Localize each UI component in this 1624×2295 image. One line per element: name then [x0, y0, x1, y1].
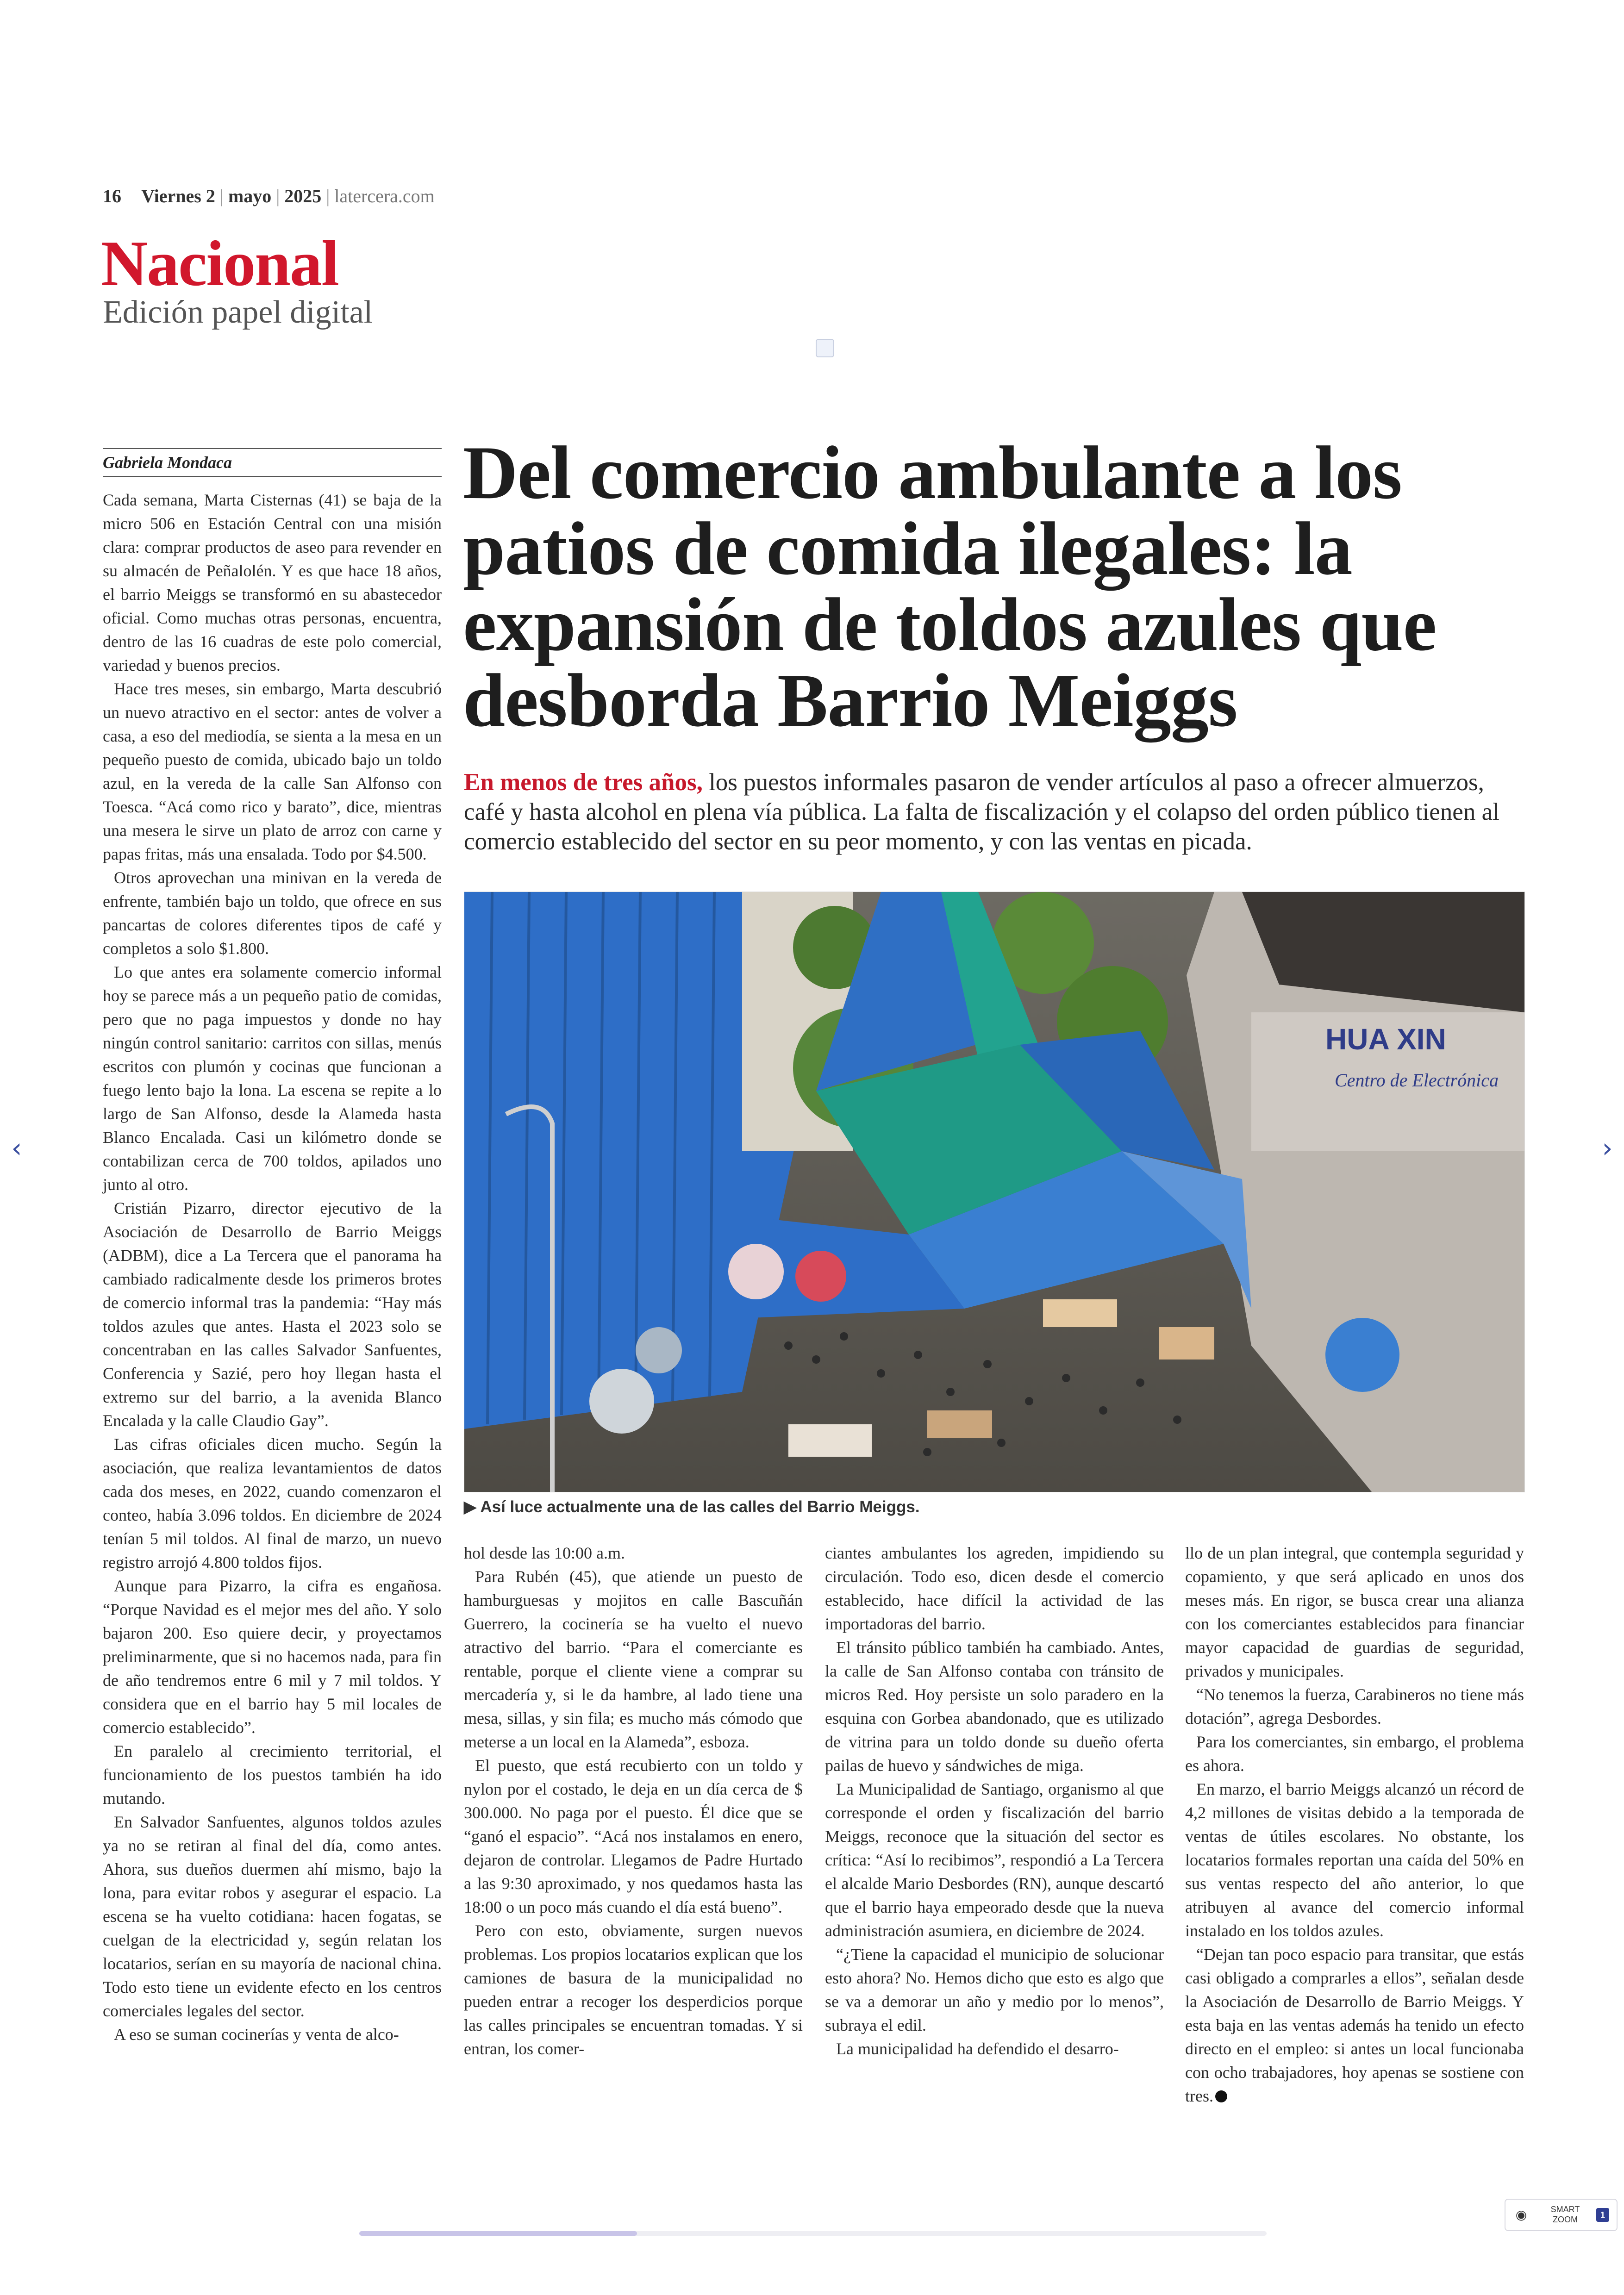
paragraph: Hace tres meses, sin embargo, Marta descubrió un nuevo atractivo en el sector: antes de volver a casa, a eso del mediodía, se sienta a la mesa en un pequeño puesto de comida, ubicado bajo un toldo azul, en la vereda de la calle San Alfonso con Toesca. “Acá como rico y barato”, dice, mientras una mesera le sirve un plato de arroz con carne y papas fritas, más una ensalada. Todo por $4.500. [103, 680, 442, 863]
folio-year: 2025 [284, 186, 322, 206]
folio-site: latercera.com [334, 186, 435, 206]
eye-icon: ◉ [1515, 2207, 1527, 2222]
paragraph: El tránsito público también ha cambiado. Antes, la calle de San Alfonso contaba con tránsito de micros Red. Hoy persiste un solo paradero en la esquina con Gorbea abandonado, que es utilizado de vitrina para un toldo donde su dueño oferta pailas de huevo y sándwiches de miga. [825, 1638, 1164, 1775]
paragraph: Las cifras oficiales dicen mucho. Según la asociación, que realiza levantamientos de datos cada dos meses, en 2022, cuando comenzaron el conteo, había 3.096 toldos. En diciembre de 2024 tenían 5 mil toldos. Al final de marzo, un nuevo registro arrojó 4.800 toldos fijos. [103, 1435, 442, 1572]
folio-day: Viernes 2 [141, 186, 215, 206]
paragraph: Para los comerciantes, sin embargo, el problema es ahora. [1185, 1733, 1524, 1775]
scrollbar-thumb[interactable] [359, 2231, 637, 2236]
paragraph: La municipalidad ha defendido el desarro- [836, 2039, 1119, 2058]
paragraph: ciantes ambulantes los agreden, impidiendo su circulación. Todo eso, dicen desde el comercio establecido, hace difícil la actividad de las importadoras del barrio. [825, 1544, 1164, 1633]
street-scene-illustration [464, 892, 1524, 1492]
section-subtitle: Edición papel digital [103, 294, 373, 330]
chevron-left-icon[interactable]: ‹ [11, 1132, 22, 1164]
paragraph: Cada semana, Marta Cisternas (41) se baja de la micro 506 en Estación Central con una misión clara: comprar productos de aseo para revender en su almacén de Peñalolén. Y es que hace 18 años, el barrio Meiggs se transformó en su abastecedor oficial. Como muchas otras personas, encuentra, dentro de las 16 cuadras de este polo comercial, variedad y buenos precios. [103, 491, 442, 674]
page-marker-icon [816, 339, 834, 357]
article-column-2 [825, 1541, 1164, 2061]
end-mark-icon [1215, 2090, 1227, 2102]
page-number: 16 [103, 186, 121, 206]
paragraph: La Municipalidad de Santiago, organismo al que corresponde el orden y fiscalización del barrio Meiggs, reconoce que la situación del sector es crítica: “Así lo recibimos”, respondió a La Tercera el alcalde Mario Desbordes (RN), aunque descartó que el barrio haya empeorado desde que la nueva administración asumiera, en diciembre de 2024. [825, 1780, 1164, 1940]
paragraph: hol desde las 10:00 a.m. [464, 1544, 625, 1562]
umbrella [1325, 1318, 1399, 1392]
folio-divider: | [276, 186, 280, 206]
paragraph: Lo que antes era solamente comercio informal hoy se parece más a un pequeño patio de comidas, pero que no paga impuestos y donde no hay ningún control sanitario: carritos con sillas, menús escritos con plumón y cocinas que funcionan a fuego lento bajo la lona. La escena se repite a lo largo de San Alfonso, desde la Alameda hasta Blanco Encalada. Casi un kilómetro donde se contabilizan cerca de 700 toldos, apilados uno junto al otro. [103, 963, 442, 1194]
byline: Gabriela Mondaca [103, 453, 232, 472]
folio-divider: | [326, 186, 330, 206]
chevron-right-icon[interactable]: › [1602, 1132, 1613, 1164]
store-sign-name: HUA XIN [1325, 1023, 1446, 1056]
folio-line [103, 185, 435, 207]
photo-caption: ▶ Así luce actualmente una de las calles del Barrio Meiggs. [464, 1498, 920, 1516]
umbrella [636, 1327, 682, 1373]
smart-zoom-button[interactable] [1505, 2199, 1618, 2231]
umbrella [728, 1244, 784, 1299]
deck-lead: En menos de tres años, [464, 769, 703, 796]
paragraph-text: “Dejan tan poco espacio para transitar, que estás casi obligado a comprarles a ellos”, señalan desde la Asociación de Desarrollo de Barrio Meiggs. Y esta baja en las ventas además ha tenido un efecto directo en el empleo: si antes un local funcionaba con ocho trabajadores, hoy apenas se sostiene con tres. [1185, 1945, 1524, 2105]
umbrella [795, 1251, 846, 1302]
store-sign-subtitle: Centro de Electrónica [1335, 1070, 1499, 1091]
article-column-left [103, 488, 442, 2046]
paragraph: llo de un plan integral, que contempla seguridad y copamiento, y que será aplicado en unos dos meses más. En rigor, se busca crear una alianza con los comerciantes establecidos para financiar mayor capacidad de guardias de seguridad, privados y municipales. [1185, 1544, 1524, 1680]
paragraph: Aunque para Pizarro, la cifra es engañosa. “Porque Navidad es el mejor mes del año. Y solo bajaron 200. Eso quiere decir, y proyectamos preliminarmente, que si no hacemos nada, para fin de año tendremos entre 6 mil y 7 mil toldos. Y considera que en el barrio hay 5 mil locales de comercio establecido”. [103, 1577, 442, 1737]
article-column-1 [464, 1541, 803, 2061]
deck-text: los puestos informales pasaron de vender artículos al paso a ofrecer almuerzos, café y hasta alcohol en plena vía pública. La falta de fiscalización y el colapso del orden público tienen al comercio establecido del sector en su peor momento, y con las ventas en picada. [464, 769, 1499, 855]
paragraph: En marzo, el barrio Meiggs alcanzó un récord de 4,2 millones de visitas debido a la temporada de ventas de útiles escolares. No obstante, los locatarios formales reportan una caída del 50% en sus ventas respecto del año anterior, lo que atribuyen al avance del comercio informal instalado en los toldos azules. [1185, 1780, 1524, 1940]
paragraph-last [1185, 1943, 1524, 2108]
paragraph: Para Rubén (45), que atiende un puesto de hamburguesas y mojitos en calle Bascuñán Guerrero, la cocinería se ha vuelto el nuevo atractivo del barrio. “Para el comerciante es rentable, porque el cliente viene a comprar su mercadería y, si le da hambre, al lado tiene una mesa, sillas, y sin fila; es mucho más cómodo que meterse a un local en la Alameda”, esboza. [464, 1567, 803, 1751]
headline: Del comercio ambulante a los patios de comida ilegales: la expansión de toldos azules que desborda Barrio Meiggs [463, 431, 1437, 742]
paragraph: En paralelo al crecimiento territorial, el funcionamiento de los puestos también ha ido mutando. [103, 1742, 442, 1808]
article-column-3 [1185, 1541, 1524, 2108]
paragraph: Otros aprovechan una minivan en la vereda de enfrente, también bajo un toldo, que ofrece en sus pancartas de colores diferentes tipos de café y completos a solo $1.800. [103, 868, 442, 958]
paragraph: El puesto, que está recubierto con un toldo y nylon por el costado, le deja en un día cerca de $ 300.000. No paga por el puesto. Él dice que se “ganó el espacio”. “Acá nos instalamos en enero, dejaron de controlar. Llegamos de Padre Hurtado a las 9:30 aproximado, y nos quedamos hasta las 18:00 o un poco más cuando el día está bueno”. [464, 1756, 803, 1916]
umbrella [589, 1369, 654, 1434]
paragraph: A eso se suman cocinerías y venta de alco- [114, 2025, 399, 2044]
folio-divider: | [219, 186, 224, 206]
byline-rule [103, 448, 442, 449]
smart-zoom-label: SMART ZOOM [1550, 2205, 1580, 2224]
paragraph: “No tenemos la fuerza, Carabineros no tiene más dotación”, agrega Desbordes. [1185, 1685, 1524, 1727]
section-title: Nacional [101, 228, 338, 299]
page-badge: 1 [1596, 2208, 1609, 2222]
byline-rule [103, 476, 442, 477]
paragraph: En Salvador Sanfuentes, algunos toldos azules ya no se retiran al final del día, como antes. Ahora, sus dueños duermen ahí mismo, bajo la lona, para evitar robos y asegurar el espacio. La escena se ha vuelto cotidiana: hacen fogatas, se cuelgan de la electricidad y, según relatan los locatarios, serían en su mayoría de nacional china. Todo esto tiene un evidente efecto en los centros comerciales legales del sector. [103, 1813, 442, 2020]
folio-month: mayo [228, 186, 272, 206]
paragraph: “¿Tiene la capacidad el municipio de solucionar esto ahora? No. Hemos dicho que esto es algo que se va a demorar un año y medio por lo menos”, subraya el edil. [825, 1945, 1164, 2034]
deck [464, 767, 1529, 856]
article-photo [464, 892, 1525, 1492]
paragraph: Pero con esto, obviamente, surgen nuevos problemas. Los propios locatarios explican que los camiones de basura de la municipalidad no pueden entrar a recoger los desperdicios porque las calles principales se encuentran tomadas. Y si entran, los comer- [464, 1921, 803, 2058]
paragraph: Cristián Pizarro, director ejecutivo de la Asociación de Desarrollo de Barrio Meiggs (ADBM), dice a La Tercera que el panorama ha cambiado radicalmente desde los primeros brotes de comercio informal tras la pandemia: “Hay más toldos azules que antes. Hasta el 2023 solo se concentraban en las calles Salvador Sanfuentes, Conferencia y Sazié, pero hoy llegan hasta el extremo sur del barrio, a la avenida Blanco Encalada y la calle Claudio Gay”. [103, 1199, 442, 1430]
